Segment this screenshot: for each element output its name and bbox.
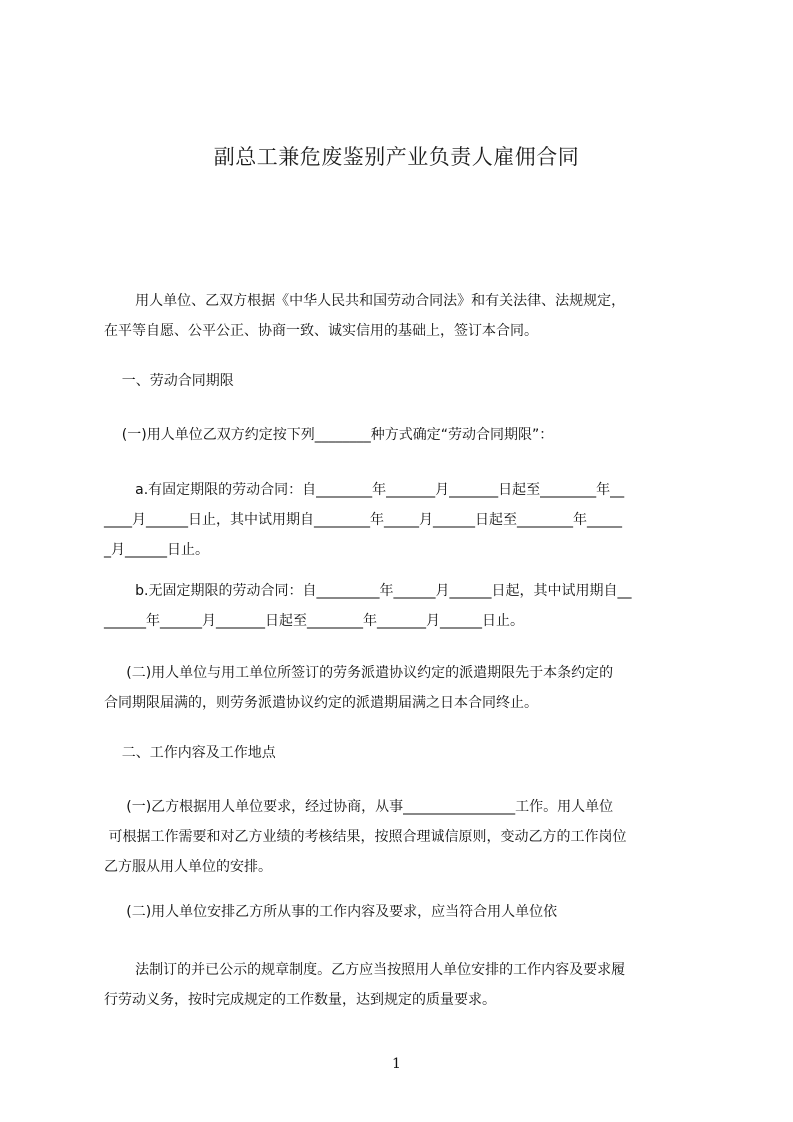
text-line: 二、工作内容及工作地点 <box>104 745 276 761</box>
text-line: (二)用人单位与用工单位所签订的劳务派遣协议约定的派遣期限先于本条约定的 <box>104 665 614 681</box>
clause-work-content <box>104 792 704 882</box>
text-line: 法制订的并已公示的规章制度。乙方应当按照用人单位安排的工作内容及要求履 <box>104 962 626 978</box>
text-line: 在平等自愿、公平公正、协商一致、诚实信用的基础上，签订本合同。 <box>104 323 538 339</box>
text-line: b.无固定期限的劳动合同：自_________年______月______日起，其中试用期自__ <box>104 583 632 599</box>
clause-dispatch-term <box>104 658 704 718</box>
section-heading-term <box>104 366 704 396</box>
document-title: 副总工兼危废鉴别产业负责人雇佣合同 <box>213 145 580 169</box>
text-line: ______年______月_______日起至________年_______月______日止。 <box>104 613 524 629</box>
text-line: a.有固定期限的劳动合同：自________年_______月_______日起至________年__ <box>104 482 625 498</box>
clause-work-rules <box>104 955 704 1015</box>
text-line: _月______日止。 <box>104 542 209 558</box>
text-line: 可根据工作需要和对乙方业绩的考核结果，按照合理诚信原则，变动乙方的工作岗位 <box>104 829 627 845</box>
section-heading-work <box>104 738 704 768</box>
clause-work-requirements <box>104 897 704 927</box>
text-line: 乙方服从用人单位的安排。 <box>104 859 272 875</box>
text-line: 一、劳动合同期限 <box>104 373 234 389</box>
text-line: (一)用人单位乙双方约定按下列________种方式确定“劳动合同期限”： <box>104 427 554 443</box>
text-line: 行劳动义务，按时完成规定的工作数量，达到规定的质量要求。 <box>104 992 496 1008</box>
text-line: 用人单位、乙双方根据《中华人民共和国劳动合同法》和有关法律、法规规定， <box>104 293 626 309</box>
text-line: 合同期限届满的，则劳务派遣协议约定的派遣期届满之日本合同终止。 <box>104 695 538 711</box>
clause-open-term <box>104 576 704 636</box>
clause-term-method <box>104 420 704 450</box>
text-line: ____月______日止，其中试用期自________年_____月______日起至________年_____ <box>104 512 622 528</box>
text-line: (二)用人单位安排乙方所从事的工作内容及要求，应当符合用人单位依 <box>104 904 558 920</box>
preamble-paragraph <box>104 286 704 346</box>
text-line: (一)乙方根据用人单位要求，经过协商，从事________________工作。用人单位 <box>104 799 614 815</box>
page-number: 1 <box>392 1056 401 1072</box>
clause-fixed-term <box>104 475 704 565</box>
